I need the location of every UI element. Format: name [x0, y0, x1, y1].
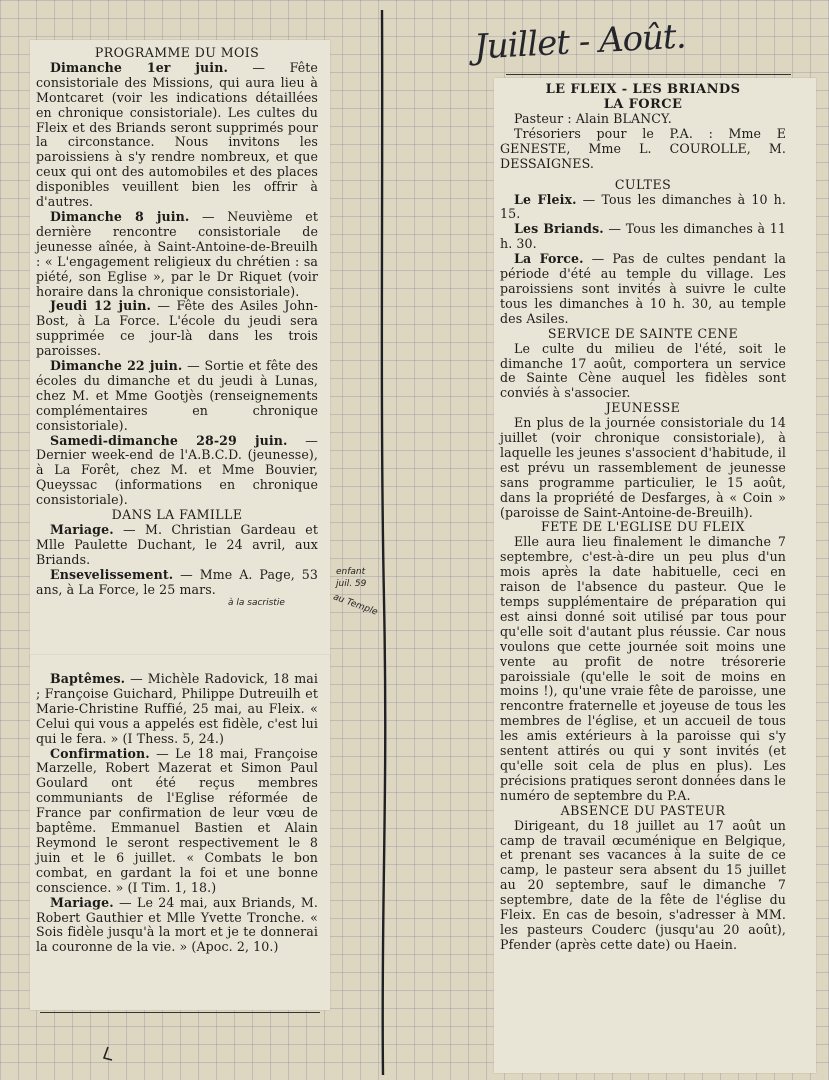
culte-2: [500, 222, 786, 252]
culte-2-text: — Tous les dimanches à 11 h. 30.: [500, 221, 787, 252]
baptemes: [36, 672, 318, 747]
baptemes-text: — Michèle Radovick, 18 mai ; Françoise Guichard, Philippe Dutreuilh et Marie-Christine Ruffié, 25 mai, au Fleix. « Celui qui vous a appelés est fidèle, c'est lui qui le fera. » (I Thess. 5, 24.): [36, 671, 318, 746]
family-2: [36, 568, 318, 598]
mariage-2-text: — Le 24 mai, aux Briands, M. Robert Gauthier et Mlle Yvette Tronche. « Sois fidèle jusqu'à la mort et je te donnerai la couronne de la vie. » (Apoc. 2, 10.): [36, 894, 318, 955]
confirmation: [36, 747, 318, 896]
left-column-lower: [36, 672, 318, 955]
family-1: [36, 523, 318, 568]
absence-text: Dirigeant, du 18 juillet au 17 août un camp de travail œcuménique en Belgique, et prenant ses vacances à la suite de ce camp, le pasteur sera absent du 15 juillet au 20 septembre, sauf le dimanche 7 septembre, date de la fête de l'église du Fleix. En cas de besoin, s'adresser à MM. les pasteurs Couderc (jusqu'au 20 août), Pfender (après cette date) ou Haein.: [500, 817, 786, 952]
jeunesse-text: En plus de la journée consistoriale du 14 juillet (voir chronique consistoriale), à laquelle les jeunes s'associent d'habitude, il est prévu un rassemblement de jeunesse sans programme particulier, le 15 août, dans la propriété de Desfarges, à « Coin » (paroisse de Saint-Antoine-de-Breuilh).: [500, 415, 786, 520]
margin-note-2: au Temple: [331, 592, 379, 618]
mariage-2-date: Mariage.: [50, 894, 114, 910]
entry-1-date: Dimanche 1er juin.: [50, 59, 228, 75]
treasurers-line: Trésoriers pour le P.A. : Mme E GENESTE, Mme L. COUROLLE, M. DESSAIGNES.: [500, 125, 786, 171]
culte-1-place: Le Fleix.: [514, 191, 577, 207]
entry-1: [36, 61, 318, 210]
cene-heading: SERVICE DE SAINTE CENE: [547, 325, 739, 341]
family-2-text: — Mme A. Page, 53 ans, à La Force, le 25 mars.: [36, 566, 318, 597]
entry-4-text: — Sortie et fête des écoles du dimanche et du jeudi à Lunas, chez M. et Mme Gootjès (renseignements complémentaires en chronique consistoriale).: [36, 358, 319, 433]
entry-3-text: — Fête des Asiles John-Bost, à La Force. L'école du jeudi sera supprimée ce jour-là dans les trois paroisses.: [36, 298, 319, 359]
family-heading: DANS LA FAMILLE: [111, 507, 243, 523]
family-1-date: Mariage.: [50, 522, 114, 537]
right-column: [500, 82, 786, 953]
parish-title-1: LE FLEIX - LES BRIANDS: [545, 82, 741, 97]
cultes-heading: CULTES: [614, 176, 672, 192]
entry-3: [36, 299, 318, 359]
culte-2-place: Les Briands.: [514, 221, 604, 237]
entry-5-text: — Dernier week-end de l'A.B.C.D. (jeunesse), à La Forêt, chez M. et Mme Bouvier, Queyssac (informations en chronique consistoriale).: [36, 432, 318, 508]
entry-2: [36, 210, 318, 299]
confirmation-text: — Le 18 mai, Françoise Marzelle, Robert Mazerat et Simon Paul Goulard ont été reçus membres communiants de l'Eglise réformée de France par confirmation de leur vœu de baptême. Emmanuel Bastien et Alain Reymond le seront respectivement le 8 juin et le 6 juillet. « Combats le bon combat, en gardant la foi et une bonne conscience. » (I Tim. 1, 18.): [36, 745, 318, 895]
entry-2-date: Dimanche 8 juin.: [50, 208, 190, 224]
programme-heading: PROGRAMME DU MOIS: [94, 45, 260, 60]
parish-title-2: LA FORCE: [603, 97, 683, 112]
left-bottom-rule: [40, 1012, 320, 1013]
entry-4: [36, 359, 318, 434]
culte-3-text: — Pas de cultes pendant la période d'été au temple du village. Les paroissiens sont invités à suivre le culte tous les dimanches à 10 h. 30, au temple des Asiles.: [500, 251, 786, 326]
jeunesse-heading: JEUNESSE: [605, 400, 681, 416]
entry-1-text: — Fête consistoriale des Missions, qui aura lieu à Montcaret (voir les indications détaillées en chronique consistoriale). Les cultes du Fleix et des Briands seront supprimés pour la circonstance. Nous invitons les paroissiens à s'y rendre nombreux, et que ceux qui ont des automobiles et des places disponibles veuillent bien les offrir à d'autres.: [36, 59, 318, 210]
culte-1-text: — Tous les dimanches à 10 h. 15.: [500, 191, 786, 222]
entry-5: [36, 434, 318, 509]
entry-2-text: — Neuvième et dernière rencontre consistoriale de jeunesse aînée, à Saint-Antoine-de-Breuilh : « L'engagement religieux du chrétien : sa piété, son Eglise », par le Dr Riquet (voir horaire dans la chronique consistoriale).: [36, 208, 318, 299]
pastor-line: Pasteur : Alain BLANCY.: [514, 111, 672, 126]
right-top-rule: [506, 74, 791, 75]
baptemes-date: Baptêmes.: [50, 671, 126, 686]
pen-mark-icon: [100, 1046, 114, 1062]
family-2-date: Ensevelissement.: [50, 566, 174, 582]
entry-5-date: Samedi-dimanche 28-29 juin.: [50, 432, 288, 448]
handwritten-title: Juillet - Août.: [473, 16, 687, 68]
entry-3-date: Jeudi 12 juin.: [50, 298, 151, 314]
confirmation-date: Confirmation.: [50, 745, 150, 761]
margin-note: enfant juil. 59: [336, 567, 367, 589]
absence-heading: ABSENCE DU PASTEUR: [560, 802, 726, 818]
left-column-upper: [36, 46, 318, 598]
mariage-2: [36, 896, 318, 956]
culte-3-place: La Force.: [514, 251, 584, 267]
fete-text: Elle aura lieu finalement le dimanche 7 septembre, c'est-à-dire un peu plus d'un mois après la date habituelle, ceci en raison de l'absence du pasteur. Que le temps supplémentaire de préparation qui est ainsi donné soit utilisé par tous pour qu'elle soit d'autant plus réussie. Car nous voulons que cette journée soit moins une vente au profit de notre trésorerie paroissiale (qu'elle le soit de moins en moins !), qu'une vraie fête de paroisse, une rencontre fraternelle et joyeuse de tous les membres de l'église, et un accueil de tous les amis extérieurs à la paroisse qui s'y sentent attirés ou qui y sont invités (et qu'elle soit cela de plus en plus). Les précisions pratiques seront données dans le numéro de septembre du P.A.: [500, 534, 786, 803]
fete-heading: FETE DE L'EGLISE DU FLEIX: [540, 519, 745, 535]
entry-4-date: Dimanche 22 juin.: [50, 358, 183, 374]
family-1-text: — M. Christian Gardeau et Mlle Paulette Duchant, le 24 avril, aux Briands.: [36, 522, 318, 567]
culte-3: [500, 252, 786, 327]
vertical-divider-line: [372, 0, 392, 1080]
inline-note: à la sacristie: [228, 598, 285, 608]
cene-text: Le culte du milieu de l'été, soit le dimanche 17 août, comportera un service de Sainte Cène auquel les fidèles sont conviés à s'associer.: [500, 340, 786, 401]
culte-1: [500, 193, 786, 223]
